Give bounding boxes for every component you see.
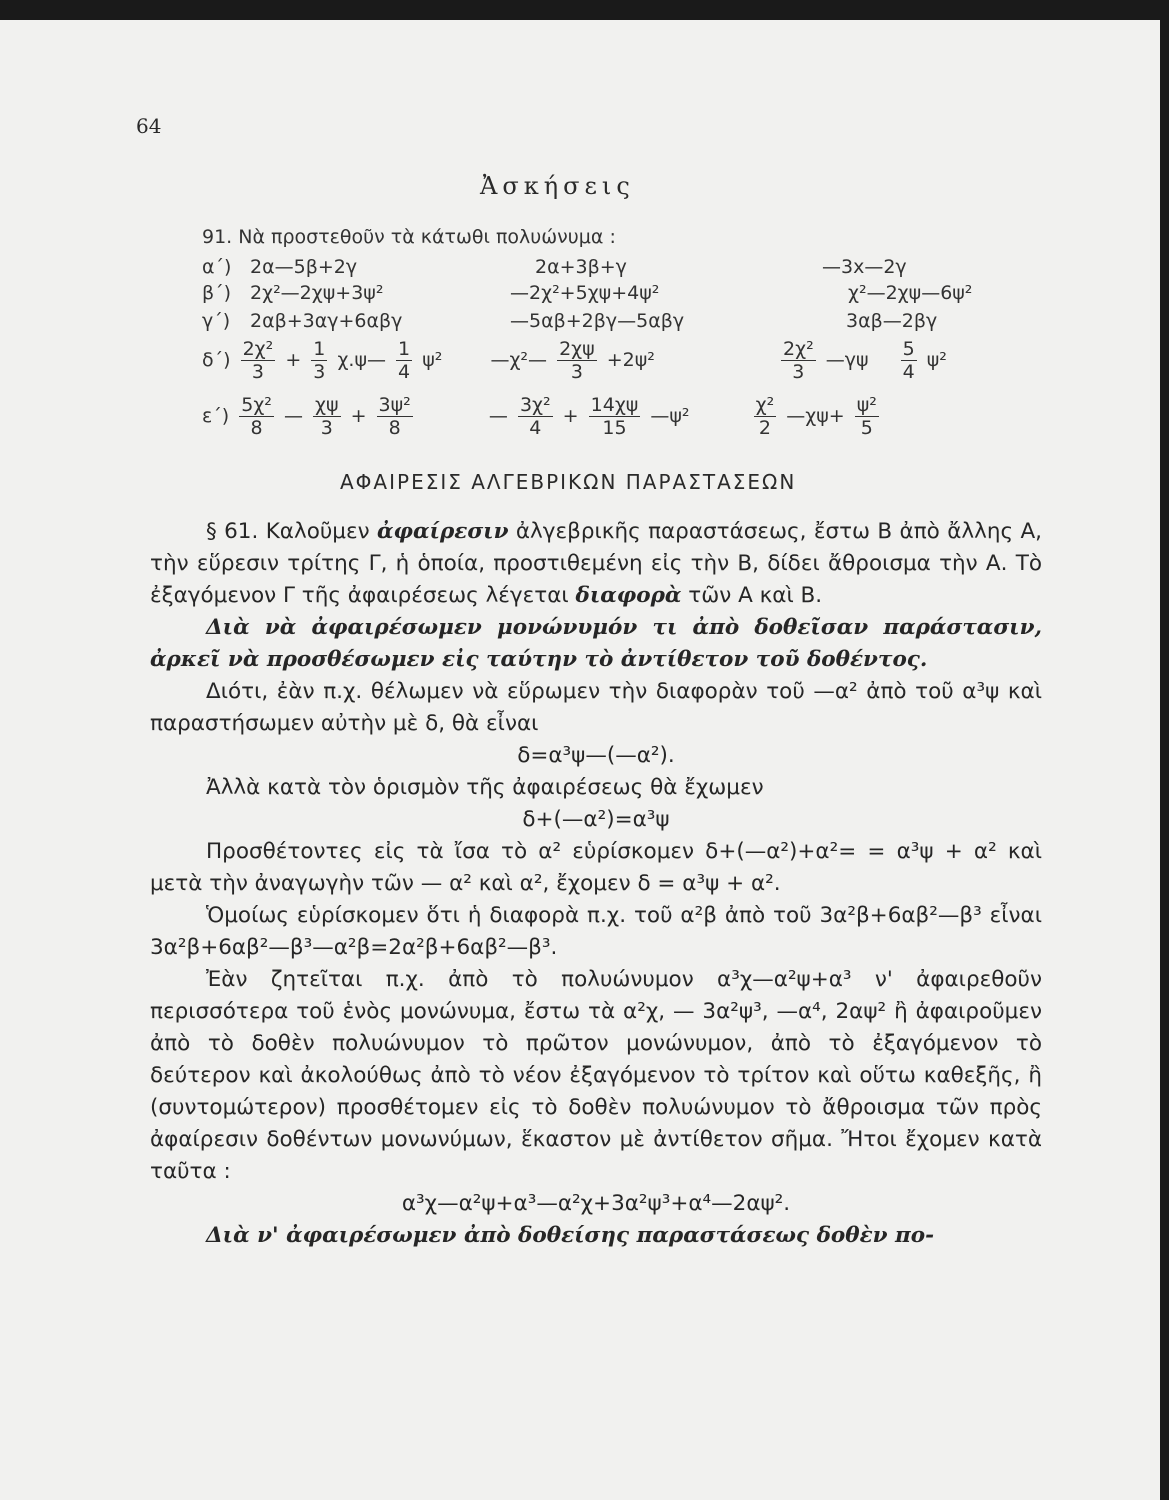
row-a-label: α΄) xyxy=(202,256,232,278)
row-a-col3: —3x—2γ xyxy=(822,256,907,278)
fraction: $\frac{\text{2χ²}}{3}$ xyxy=(783,338,814,383)
term: —ψ² xyxy=(650,405,690,427)
fraction: $\frac{\text{3ψ²}}{8}$ xyxy=(378,394,411,439)
row-a-col2: 2α+3β+γ xyxy=(535,256,627,278)
term: +2ψ² xyxy=(606,349,655,371)
fraction: $\frac{14\chi\psi}{15}$ xyxy=(590,394,639,439)
row-e xyxy=(202,394,883,439)
equation-1: δ=α³ψ—(—α²). xyxy=(517,743,675,768)
term: —χψ+ xyxy=(786,405,845,427)
row-b-col2: —2χ²+5χψ+4ψ² xyxy=(510,282,660,304)
row-g-label: γ΄) xyxy=(202,310,231,332)
equation-3: α³χ—α²ψ+α³—α²χ+3α²ψ³+α⁴—2αψ². xyxy=(401,1191,791,1216)
term: ψ² xyxy=(926,349,947,371)
term: —χ²— xyxy=(490,349,548,371)
fraction: $\frac{2\chi\psi}{3}$ xyxy=(559,338,595,383)
rule-subtract-polynomial: Διὰ ν' ἀφαιρέσωμεν ἀπὸ δοθείσης παραστάσεως δοθὲν πο- xyxy=(206,1223,935,1248)
rule-subtract-monomial: Διὰ νὰ ἀφαιρέσωμεν μονώνυμόν τι ἀπὸ δοθεῖσαν παράστασιν, ἀρκεῖ νὰ προσθέσωμεν εἰς ταύτην τὸ ἀντίθετον τοῦ δοθέντος. xyxy=(150,615,1042,672)
operator: + xyxy=(562,405,579,427)
row-d-label: δ΄) xyxy=(202,349,231,371)
fraction: $\frac{\text{5χ²}}{8}$ xyxy=(241,394,272,439)
term: χ.ψ— xyxy=(337,349,386,371)
exercises-heading: Ἀσκήσεις xyxy=(480,172,635,200)
fraction: $\frac{\text{2χ²}}{3}$ xyxy=(242,338,274,383)
fraction: $\frac{\chi\psi}{3}$ xyxy=(315,394,339,439)
paragraph-adding: Προσθέτοντες εἰς τὰ ἴσα τὸ α² εὑρίσκομεν δ+(—α²)+α²= = α³ψ + α² καὶ μετὰ τὴν ἀναγωγὴν τῶν — α² καὶ α², ἔχομεν δ = α³ψ + α². xyxy=(150,839,1042,896)
row-a-col1: 2α—5β+2γ xyxy=(250,256,358,278)
row-e-label: ε΄) xyxy=(202,405,230,427)
exercise-intro: 91. Νὰ προστεθοῦν τὰ κάτωθι πολυώνυμα : xyxy=(202,226,616,248)
fraction: $\frac{1}{3}$ xyxy=(313,338,326,383)
fraction: $\frac{\text{3χ²}}{4}$ xyxy=(519,394,551,439)
operator: — xyxy=(283,405,303,427)
row-b-label: β΄) xyxy=(202,282,232,304)
paragraph-definition-ref: Ἀλλὰ κατὰ τὸν ὁρισμὸν τῆς ἀφαιρέσεως θὰ ἔχωμεν xyxy=(206,775,764,800)
row-g-col1: 2αβ+3αγ+6αβγ xyxy=(250,310,403,332)
term: —γψ xyxy=(825,349,869,371)
row-d xyxy=(202,338,947,383)
book-page xyxy=(0,20,1160,1500)
paragraph-similarly: Ὁμοίως εὑρίσκομεν ὅτι ἡ διαφορὰ π.χ. τοῦ α²β ἀπὸ τοῦ 3α²β+6αβ²—β³ εἶναι 3α²β+6αβ²—β³—α²β=2α²β+6αβ²—β³. xyxy=(150,903,1042,960)
row-b-col3: χ²—2χψ—6ψ² xyxy=(848,282,973,304)
paragraph-definition: § 61. Καλοῦμεν ἀφαίρεσιν ἀλγεβρικῆς παραστάσεως, ἔστω Β ἀπὸ ἄλλης Α, τὴν εὕρεσιν τρίτης Γ, ἡ ὁποία, προστιθεμένη εἰς τὴν Β, δίδει ἄθροισμα τὴν Α. Τὸ ἐξαγόμενον Γ τῆς ἀφαιρέσεως λέγεται διαφορὰ τῶν Α καὶ Β. xyxy=(150,519,1042,608)
fraction: $\frac{5}{4}$ xyxy=(902,338,915,383)
fraction: $\frac{\text{ψ²}}{5}$ xyxy=(856,394,877,439)
operator: + xyxy=(350,405,367,427)
term: ψ² xyxy=(422,349,443,371)
fraction: $\frac{1}{4}$ xyxy=(398,338,411,383)
operator: — xyxy=(488,405,508,427)
fraction: $\frac{\text{χ²}}{2}$ xyxy=(755,394,775,439)
row-b-col1: 2χ²—2χψ+3ψ² xyxy=(250,282,384,304)
page-number: 64 xyxy=(136,114,162,138)
paragraph-proof: Διότι, ἐὰν π.χ. θέλωμεν νὰ εὕρωμεν τὴν διαφορὰν τοῦ —α² ἀπὸ τοῦ α³ψ καὶ παραστήσωμεν αὐτὴν μὲ δ, θὰ εἶναι xyxy=(150,679,1042,736)
operator: + xyxy=(285,349,302,371)
equation-2: δ+(—α²)=α³ψ xyxy=(522,807,670,832)
paragraph-polynomial: Ἐὰν ζητεῖται π.χ. ἀπὸ τὸ πολυώνυμον α³χ—α²ψ+α³ ν' ἀφαιρεθοῦν περισσότερα τοῦ ἑνὸς μονώνυμα, ἔστω τὰ α²χ, — 3α²ψ³, —α⁴, 2αψ² ἢ ἀφαιροῦμεν ἀπὸ τὸ δοθὲν πολυώνυμον τὸ πρῶτον μονώνυμον, ἀπὸ τὸ ἐξαγόμενον τὸ δεύτερον καὶ ἀκολούθως ἀπὸ τὸ νέον ἐξαγόμενον τὸ τρίτον καὶ οὕτω καθεξῆς, ἢ (συντομώτερον) προσθέτομεν εἰς τὸ δοθὲν πολυώνυμον τὸ ἄθροισμα τῶν πρὸς ἀφαίρεσιν δοθέντων μονωνύμων, ἕκαστον μὲ ἀντίθετον σῆμα. Ἤτοι ἔχομεν κατὰ ταῦτα : xyxy=(150,967,1042,1184)
row-g-col2: —5αβ+2βγ—5αβγ xyxy=(510,310,685,332)
section-title: ΑΦΑΙΡΕΣΙΣ ΑΛΓΕΒΡΙΚΩΝ ΠΑΡΑΣΤΑΣΕΩΝ xyxy=(340,470,797,494)
row-g-col3: 3αβ—2βγ xyxy=(846,310,938,332)
body-text xyxy=(150,516,1042,1252)
